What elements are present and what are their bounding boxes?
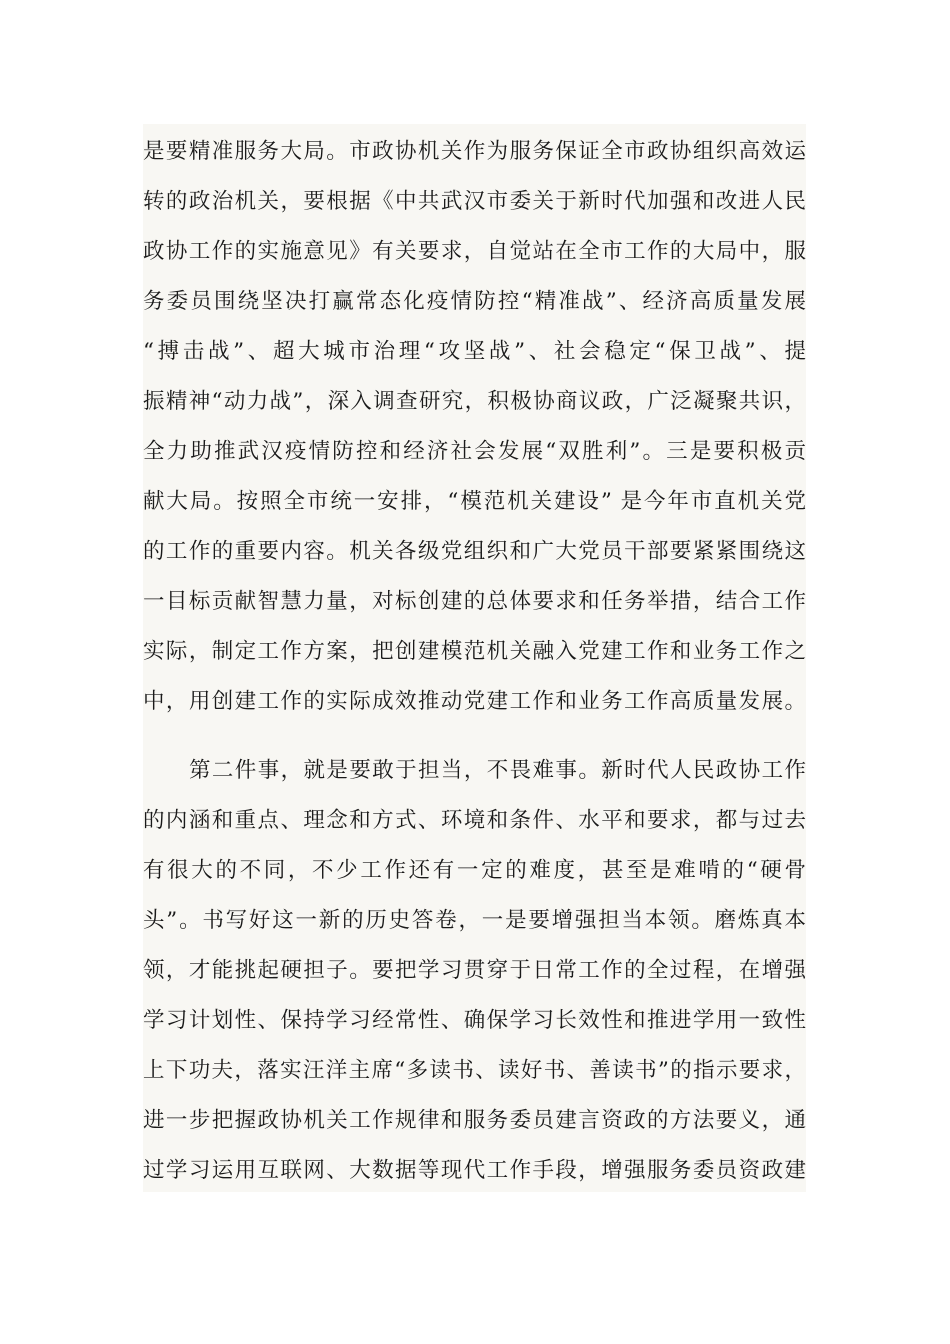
text-line: 头”。书写好这一新的历史答卷，一是要增强担当本领。磨炼真本	[143, 908, 806, 933]
text-line: 的工作的重要内容。机关各级党组织和广大党员干部要紧紧围绕这	[143, 539, 806, 564]
text-line: 学习计划性、保持学习经常性、确保学习长效性和推进学用一致性	[143, 1008, 806, 1033]
text-line: 全力助推武汉疫情防控和经济社会发展“双胜利”。三是要积极贡	[143, 439, 806, 464]
text-line: “搏击战”、超大城市治理“攻坚战”、社会稳定“保卫战”、提	[143, 339, 806, 364]
text-line: 是要精准服务大局。市政协机关作为服务保证全市政协组织高效运	[143, 139, 806, 164]
text-line: 中，用创建工作的实际成效推动党建工作和业务工作高质量发展。	[143, 689, 806, 714]
text-line: 上下功夫，落实汪洋主席“多读书、读好书、善读书”的指示要求，	[143, 1058, 806, 1083]
document-body	[143, 124, 806, 1192]
text-line: 的内涵和重点、理念和方式、环境和条件、水平和要求，都与过去	[143, 808, 806, 833]
text-line: 过学习运用互联网、大数据等现代工作手段，增强服务委员资政建	[143, 1158, 806, 1183]
text-line-indented: 第二件事，就是要敢于担当，不畏难事。新时代人民政协工作	[189, 758, 806, 783]
text-line: 振精神“动力战”，深入调查研究，积极协商议政，广泛凝聚共识，	[143, 389, 806, 414]
text-line: 转的政治机关，要根据《中共武汉市委关于新时代加强和改进人民	[143, 189, 806, 214]
text-line: 有很大的不同，不少工作还有一定的难度，甚至是难啃的“硬骨	[143, 858, 806, 883]
text-line: 实际，制定工作方案，把创建模范机关融入党建工作和业务工作之	[143, 639, 806, 664]
text-line: 一目标贡献智慧力量，对标创建的总体要求和任务举措，结合工作	[143, 589, 806, 614]
text-line: 务委员围绕坚决打赢常态化疫情防控“精准战”、经济高质量发展	[143, 289, 806, 314]
text-line: 领，才能挑起硬担子。要把学习贯穿于日常工作的全过程，在增强	[143, 958, 806, 983]
text-line: 进一步把握政协机关工作规律和服务委员建言资政的方法要义，通	[143, 1108, 806, 1133]
text-line: 献大局。按照全市统一安排，“模范机关建设” 是今年市直机关党	[143, 489, 806, 514]
text-line: 政协工作的实施意见》有关要求，自觉站在全市工作的大局中，服	[143, 239, 806, 264]
